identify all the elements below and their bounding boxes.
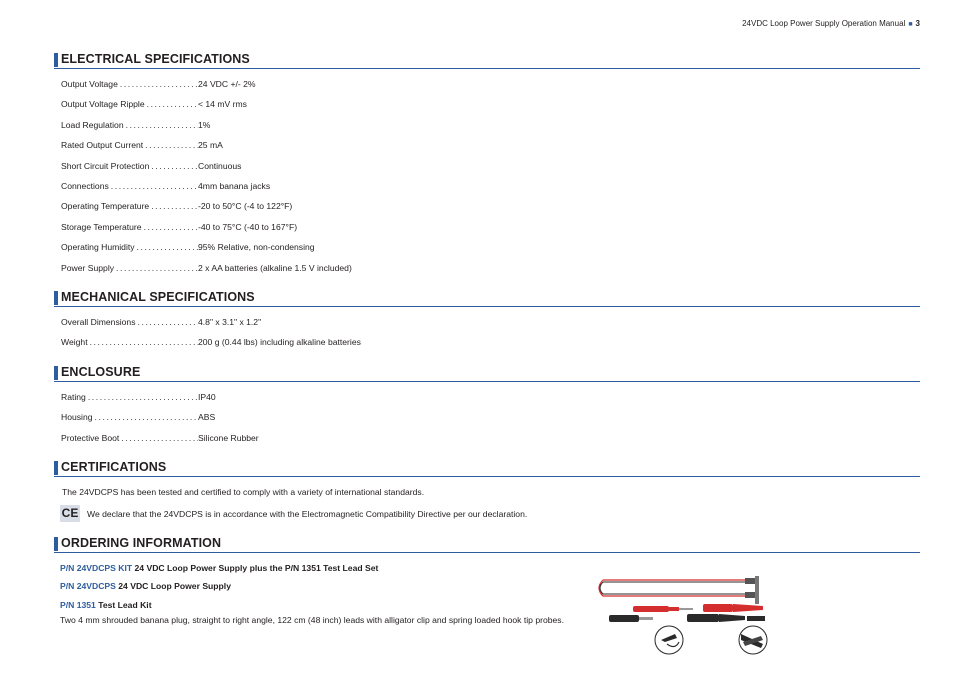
section-heading bbox=[54, 460, 920, 477]
spec-label-text: Housing bbox=[61, 412, 93, 423]
spec-value: 25 mA bbox=[198, 140, 223, 151]
spec-row bbox=[61, 317, 261, 329]
spec-label bbox=[61, 140, 198, 150]
spec-label bbox=[61, 99, 198, 109]
spec-label bbox=[61, 120, 198, 130]
spec-value: 4.8" x 3.1" x 1.2" bbox=[198, 317, 262, 327]
spec-label-text: Load Regulation bbox=[61, 119, 124, 130]
spec-label-text: Storage Temperature bbox=[61, 221, 142, 232]
bullet-icon: ■ bbox=[908, 21, 913, 28]
spec-label-text: Weight bbox=[61, 337, 88, 348]
spec-value: ABS bbox=[198, 412, 216, 423]
heading-bar bbox=[54, 366, 58, 380]
section-heading bbox=[54, 365, 920, 382]
spec-value: 1% bbox=[198, 119, 211, 130]
spec-value: 200 g (0.44 lbs) including alkaline batteries bbox=[198, 337, 361, 348]
part-number: P/N 24VDCPS bbox=[60, 581, 116, 591]
part-description: 24 VDC Loop Power Supply plus the P/N 1351 Test Lead Set bbox=[134, 563, 379, 573]
part-description: Test Lead Kit bbox=[98, 600, 152, 610]
spec-row bbox=[61, 242, 315, 254]
spec-value: 24 VDC +/- 2% bbox=[198, 79, 256, 89]
manual-title: 24VDC Loop Power Supply Operation Manual bbox=[742, 19, 906, 28]
spec-row bbox=[61, 412, 215, 424]
spec-row bbox=[61, 337, 361, 349]
spec-label-text: Rating bbox=[61, 392, 86, 402]
spec-value: -40 to 75°C (-40 to 167°F) bbox=[198, 221, 298, 232]
spec-label-text: Connections bbox=[61, 181, 109, 191]
spec-label bbox=[61, 392, 198, 402]
spec-label-text: Operating Temperature bbox=[61, 201, 150, 212]
spec-label-text: Protective Boot bbox=[61, 432, 120, 443]
certifications-section bbox=[54, 460, 920, 520]
spec-label bbox=[61, 433, 198, 443]
spec-value: Continuous bbox=[198, 160, 242, 171]
spec-value: -20 to 50°C (-4 to 122°F) bbox=[198, 201, 293, 212]
certifications-intro: The 24VDCPS has been tested and certified to comply with a variety of international standards. bbox=[62, 487, 425, 497]
spec-label-text: Power Supply bbox=[61, 262, 115, 273]
spec-row bbox=[61, 201, 292, 213]
part-number: P/N 24VDCPS KIT bbox=[60, 563, 133, 573]
spec-label bbox=[61, 242, 198, 252]
electrical-section bbox=[54, 52, 920, 273]
test-lead-kit-image bbox=[595, 574, 770, 656]
spec-label-text: Overall Dimensions bbox=[61, 317, 136, 327]
spec-row bbox=[61, 161, 241, 173]
spec-label bbox=[61, 222, 198, 232]
spec-row bbox=[61, 99, 247, 111]
spec-row bbox=[61, 222, 297, 234]
heading-bar bbox=[54, 53, 58, 67]
mechanical-section bbox=[54, 290, 920, 348]
ce-mark-icon: CE bbox=[61, 506, 79, 520]
spec-row bbox=[61, 140, 223, 152]
heading-bar bbox=[54, 461, 58, 475]
spec-label bbox=[61, 181, 198, 191]
part-number: P/N 1351 bbox=[60, 600, 96, 610]
section-title: MECHANICAL SPECIFICATIONS bbox=[61, 290, 255, 304]
part-description: 24 VDC Loop Power Supply bbox=[118, 581, 231, 591]
spec-value: 2 x AA batteries (alkaline 1.5 V included) bbox=[198, 262, 352, 273]
enclosure-section bbox=[54, 365, 920, 443]
spec-label bbox=[61, 337, 198, 347]
spec-label-text: Output Voltage bbox=[61, 79, 118, 89]
spec-value: 95% Relative, non-condensing bbox=[198, 242, 315, 253]
spec-label bbox=[61, 161, 198, 171]
spec-value: < 14 mV rms bbox=[198, 99, 247, 110]
spec-row bbox=[61, 79, 256, 91]
page-number: 3 bbox=[915, 19, 920, 28]
heading-bar bbox=[54, 291, 58, 305]
section-title: ORDERING INFORMATION bbox=[61, 536, 222, 550]
order-item bbox=[60, 581, 231, 591]
spec-label bbox=[61, 317, 198, 327]
spec-row bbox=[61, 392, 216, 404]
order-item bbox=[60, 563, 378, 573]
spec-row bbox=[61, 120, 210, 132]
section-title: ELECTRICAL SPECIFICATIONS bbox=[61, 52, 250, 66]
order-item bbox=[60, 600, 152, 610]
spec-row bbox=[61, 181, 270, 193]
kit-description: Two 4 mm shrouded banana plug, straight to right angle, 122 cm (48 inch) leads with alligator clip and spring loaded hook tip probes. bbox=[60, 615, 564, 625]
spec-label-text: Short Circuit Protection bbox=[61, 160, 150, 171]
spec-value: Silicone Rubber bbox=[198, 432, 259, 443]
spec-label-text: Output Voltage Ripple bbox=[61, 99, 145, 110]
heading-bar bbox=[54, 537, 58, 551]
section-heading bbox=[54, 52, 920, 69]
spec-label bbox=[61, 201, 198, 211]
spec-value: IP40 bbox=[198, 392, 216, 402]
section-heading bbox=[54, 290, 920, 307]
spec-row bbox=[61, 263, 352, 275]
spec-label bbox=[61, 263, 198, 273]
spec-label bbox=[61, 79, 198, 89]
section-title: CERTIFICATIONS bbox=[61, 460, 167, 474]
section-title: ENCLOSURE bbox=[61, 365, 141, 379]
ce-declaration: We declare that the 24VDCPS is in accordance with the Electromagnetic Compatibility Directive per our declaration. bbox=[87, 509, 528, 519]
spec-label-text: Rated Output Current bbox=[61, 140, 144, 151]
section-heading bbox=[54, 536, 920, 553]
spec-value: 4mm banana jacks bbox=[198, 181, 271, 191]
running-header bbox=[742, 19, 920, 28]
spec-row bbox=[61, 433, 259, 445]
spec-label bbox=[61, 412, 198, 422]
ordering-section bbox=[54, 536, 920, 625]
spec-label-text: Operating Humidity bbox=[61, 242, 135, 253]
